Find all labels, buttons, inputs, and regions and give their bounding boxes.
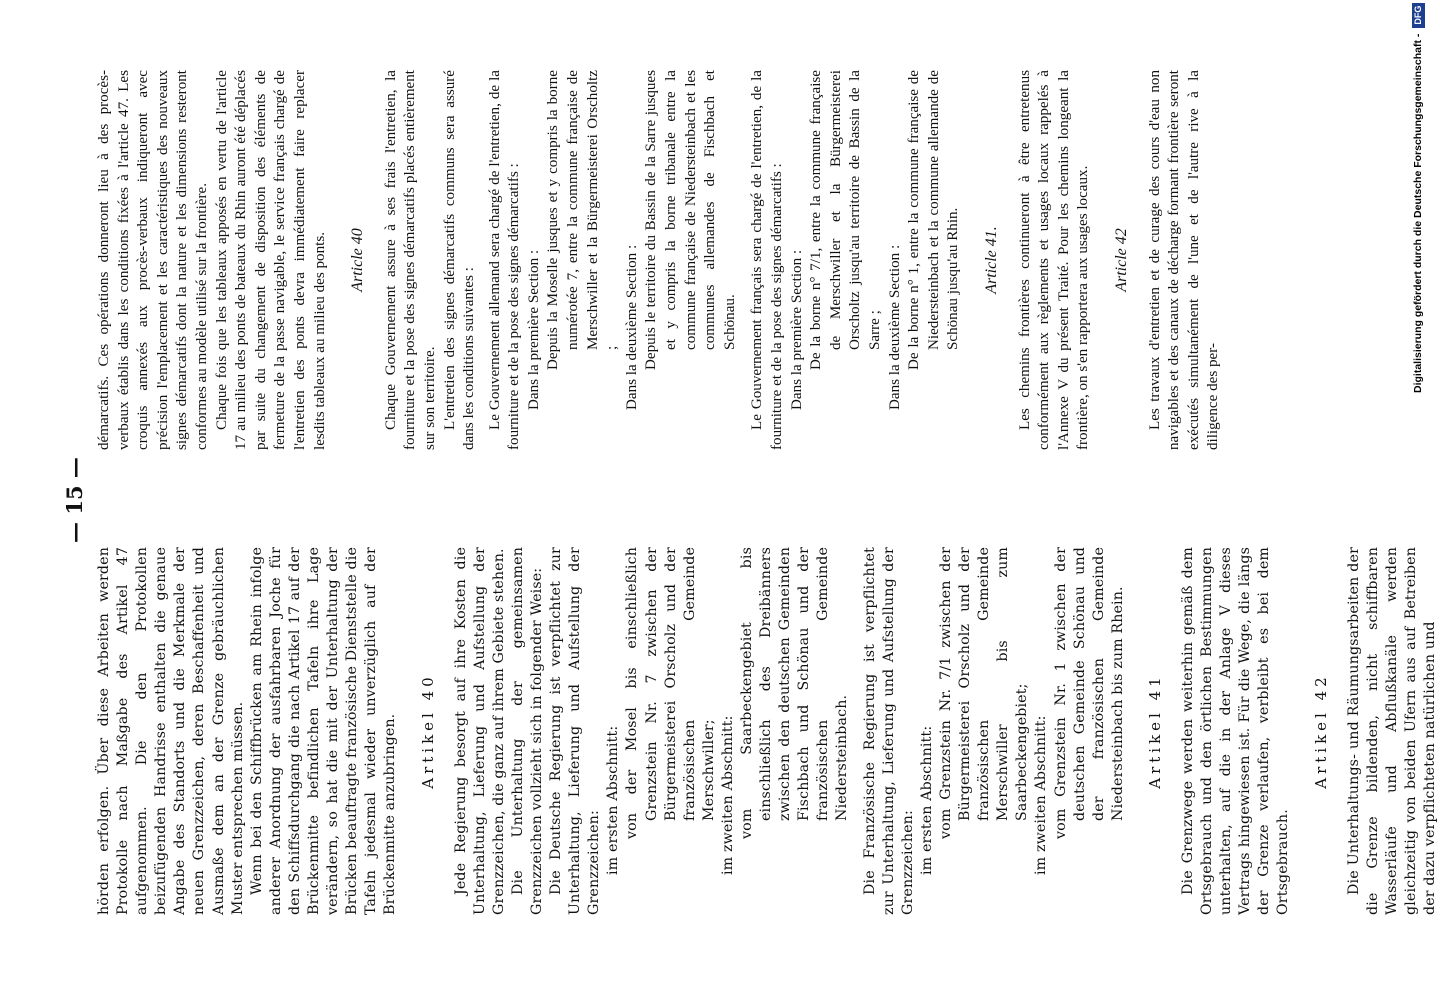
german-article-40-fr-second-section-text: vom Grenzstein Nr. 1 zwischen der deutschen Gemeinde Schönau und der französischen Gemeinde Niedersteinbach bis zum Rhein. [1052,547,1126,839]
german-article-40-p2: Die Unterhaltung der gemeinsamen Grenzzeichen vollzieht sich in folgender Weise: [509,547,545,915]
german-article-40-p1: Jede Regierung besorgt auf ihre Kosten die Unterhaltung, Lieferung und Aufstellung der Grenzzeichen, die ganz auf ihrem Gebiete stehen. [452,547,507,915]
french-article-40-heading: Article 40 [349,228,367,292]
german-intro-paragraph: hörden erfolgen. Über diese Arbeiten werden Protokolle nach Maßgabe des Artikel 47 aufgenommen. Die den Protokollen beizufügenden Handrisse enthalten die genaue Angabe des Standorts und die Merkmale der neuen Grenzzeichen, deren Beschaffenheit und Ausmaße dem an der Grenze gebräuchlichen Muster entsprechen müssen. [96,547,246,915]
french-article-42-heading: Article 42 [1112,228,1130,292]
german-article-40-heading: Artikel 40 [418,673,437,789]
french-bridges-paragraph: Chaque fois que les tableaux apposés en vertu de l'article 17 au milieu des ponts de bateaux du Rhin auront été déplacés par suite du changement de disposition des éléments de fermeture de la passe navigable, le service français chargé de l'entretien des ponts devra immédiatement faire replacer lesdits tableaux au milieu des ponts. [213,70,328,450]
french-article-41-text: Les chemins frontières continueront à être entretenus conformément aux règlements et usages locaux rappelés à l'Annexe V du présent Traité. Pour les chemins longeant la frontière, on s'en rapportera aux usages locaux. [1016,70,1092,450]
french-article-40-fr-second-section-text: De la borne n° 1, entre la commune française de Niedersteinbach et la commune allemande de Schönau jusqu'au Rhin. [906,70,962,370]
french-article-40-first-section-label: Dans la première Section : [525,249,542,410]
french-article-42-text: Les travaux d'entretien et de curage des cours d'eau non navigables et des canaux de décharge formant frontière seront exécutés simultanément de l'une et de l'autre rive à la diligence des per- [1146,70,1222,450]
german-article-42-text: Die Unterhaltungs- und Räumungsarbeiten der die Grenze bildenden, nicht schiffbaren Wasserläufe und Abflußkanäle werden gleichzeitig von beiden Ufern aus auf Betreiben der dazu verpflichteten natürlichen und [1345,547,1438,915]
dfg-watermark [1407,5,1429,393]
page-number: — 15 — [62,457,87,543]
german-text-column [95,547,1440,915]
german-article-41-heading: Artikel 41 [1145,673,1164,789]
french-intro-paragraph: démarcatifs. Ces opérations donneront lieu à des procès-verbaux établis dans les conditions fixées à l'article 47. Les croquis annexés aux procès-verbaux indiqueront avec précision l'emplacement et les caractéristiques des nouveaux signes démarcatifs dont la nature et les dimensions resteront conformes au modèle utilisé sur la frontière. [96,70,210,450]
german-article-42-heading: Artikel 42 [1311,673,1330,789]
german-article-40-first-section-text: von der Mosel bis einschließlich Grenzstein Nr. 7 zwischen der Bürgermeisterei Orscholz und der französischen Gemeinde Merschwiller; [624,547,717,839]
german-article-40-p4: Die Französische Regierung ist verpflichtet zur Unterhaltung, Lieferung und Aufstellung der Grenzzeichen: [861,547,916,915]
dfg-logo: DFG [1412,3,1425,28]
german-article-40-fr-second-section-label: im zweiten Abschnitt: [1033,715,1050,875]
french-article-40-p1: Chaque Gouvernement assure à ses frais l'entretien, la fourniture et la pose des signes démarcatifs placés entièrement sur son territoire. [382,70,438,450]
german-article-40-fr-first-section-label: im ersten Abschnitt: [918,725,935,875]
german-bridges-paragraph: Wenn bei den Schiffbrücken am Rhein infolge anderer Anordnung der ausfahrbaren Joche für den Schiffsdurchgang die nach Artikel 17 auf der Brückenmitte befindlichen Tafeln ihre Lage verändern, so hat die mit der Unterhaltung der Brücken beauftragte französische Dienststelle die Tafeln jedesmal wieder unverzüglich auf der Brückenmitte anzubringen. [248,547,399,915]
french-article-40-second-section-label: Dans la deuxième Section : [623,244,640,410]
german-article-40-first-section-label: im ersten Abschnitt: [605,725,622,875]
french-article-40-p2: L'entretien des signes démarcatifs communs sera assuré dans les conditions suivantes : [441,70,478,450]
german-article-40-p3: Die Deutsche Regierung ist verpflichtet zur Unterhaltung, Lieferung und Aufstellung der Grenzzeichen: [548,547,603,915]
french-article-41-heading: Article 41. [982,226,1000,294]
german-article-40-second-section-text: vom Saarbeckengebiet bis einschließlich des Dreibänners zwischen den deutschen Gemeinden Fischbach und Schönau und der französischen Gemeinde Niedersteinbach. [739,547,851,839]
french-article-40-fr-second-section-label: Dans la deuxième Section : [886,244,903,410]
french-article-40-second-section-text: Depuis le territoire du Bassin de la Sarre jusques et y compris la borne tribanale entre la commune française de Niedersteinbach et les communes allemandes de Fischbach et Schönau. [643,70,738,370]
german-article-40-second-section-label: im zweiten Abschnitt: [719,715,736,875]
german-article-41-text: Die Grenzwege werden weiterhin gemäß dem Ortsgebrauch und den örtlichen Bestimmungen unterhalten, auf die in der Anlage V dieses Vertrags hingewiesen ist. Für die Wege, die längs der Grenze verlaufen, verbleibt es bei dem Ortsgebrauch. [1179,547,1292,915]
watermark-text: Digitalisierung gefördert durch die Deutsche Forschungsgemeinschaft - [1412,33,1424,393]
french-article-40-fr-first-section-text: De la borne n° 7/1, entre la commune française de Merschwiller et la Bürgermeisterei Orscholtz jusqu'au territoire de Bassin de la Sarre ; [808,70,883,370]
german-article-40-fr-first-section-text: vom Grenzstein Nr. 7/1 zwischen der Bürgermeisterei Orscholz und der französischen Gemeinde Merschwiller bis zum Saarbeckengebiet; [937,547,1031,839]
french-article-40-p3: Le Gouvernement allemand sera chargé de l'entretien, de la fourniture et de la pose des signes démarcatifs : [486,70,523,450]
french-article-40-fr-first-section-label: Dans la première Section : [788,249,805,410]
french-article-40-p4: Le Gouvernement français sera chargé de l'entretien, de la fourniture et de la pose des signes démarcatifs : [749,70,785,450]
french-text-column [95,70,1224,450]
french-article-40-first-section-text: Depuis la Moselle jusques et y compris la borne numérotée 7, entre la commune française de Merschwiller et la Bürgermeisterei Orscholtz ; [545,70,621,370]
